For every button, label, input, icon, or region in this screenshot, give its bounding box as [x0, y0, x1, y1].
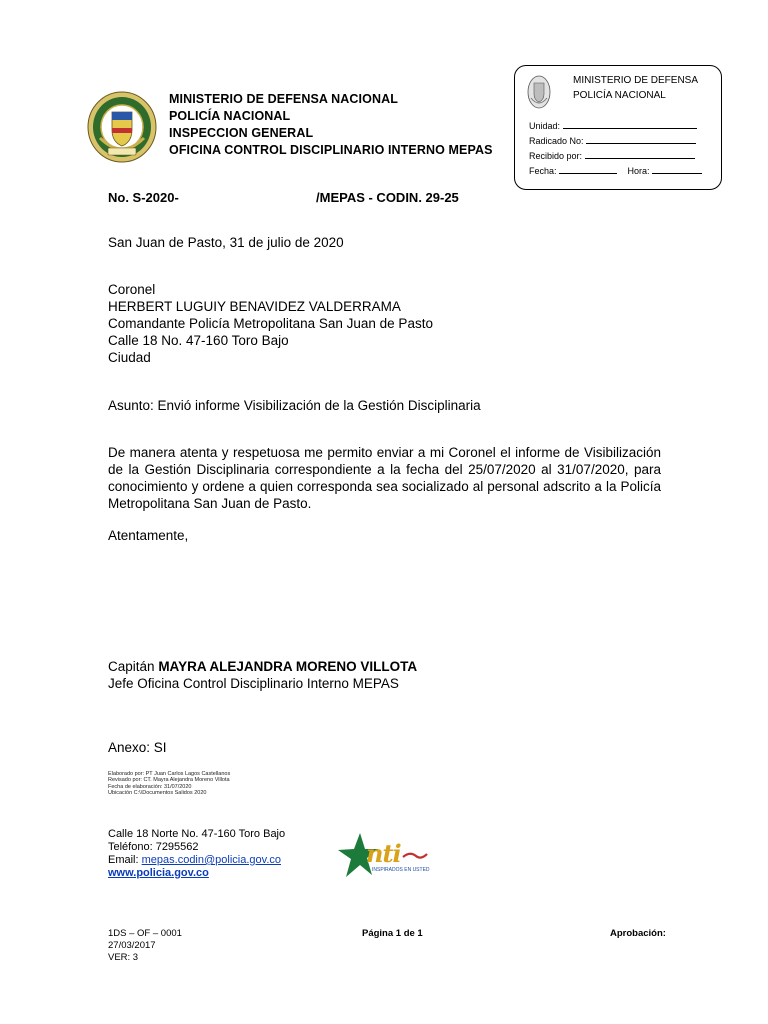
prepared-by-block — [108, 771, 358, 797]
annex: Anexo: SI — [108, 740, 167, 755]
letter-date: San Juan de Pasto, 31 de julio de 2020 — [108, 235, 344, 250]
header-block — [169, 91, 509, 159]
letter-subject: Asunto: Envió informe Visibilización de la Gestión Disciplinaria — [108, 398, 481, 413]
police-emblem-icon — [86, 90, 158, 166]
stamp-radicado-line — [586, 134, 696, 144]
header-line-office: OFICINA CONTROL DISCIPLINARIO INTERNO MEPAS — [169, 143, 493, 157]
stamp-recibido-line — [585, 149, 695, 159]
location-line: Ubicación C:\\Documentos Salidos 2020 — [108, 790, 207, 797]
recipient-name: HERBERT LUGUIY BENAVIDEZ VALDERRAMA — [108, 299, 401, 314]
reviewed-line: Revisado por: CT. Mayra Alejandra Moreno Villota — [108, 777, 230, 784]
contact-block — [108, 828, 368, 880]
prepared-date-line: Fecha de elaboración: 31/07/2020 — [108, 783, 192, 790]
recipient-rank: Coronel — [108, 282, 156, 297]
signature-position: Jefe Oficina Control Disciplinario Interno MEPAS — [108, 676, 399, 691]
document-date: 27/03/2017 — [108, 940, 156, 951]
recipient-title: Comandante Policía Metropolitana San Juan de Pasto — [108, 316, 433, 331]
stamp-unidad-label: Unidad: — [529, 121, 561, 131]
stamp-title-police: POLICÍA NACIONAL — [573, 90, 666, 101]
contact-phone: Teléfono: 7295562 — [108, 841, 199, 853]
signature-name: MAYRA ALEJANDRA MORENO VILLOTA — [158, 659, 418, 674]
contact-address: Calle 18 Norte No. 47-160 Toro Bajo — [108, 828, 286, 840]
header-line-inspection: INSPECCION GENERAL — [169, 126, 314, 140]
stamp-unidad-line — [563, 119, 697, 129]
prepared-line: Elaborado por: PT Juan Carlos Lagos Castellanos — [108, 771, 231, 777]
approval-label: Aprobación: — [610, 928, 666, 939]
header-line-ministry: MINISTERIO DE DEFENSA NACIONAL — [169, 92, 398, 106]
signature-rank: Capitán — [108, 659, 155, 674]
page-number: Página 1 de 1 — [362, 928, 423, 939]
logo-swoosh-icon — [402, 851, 428, 861]
logo-tagline: INSPIRADOS EN USTED — [372, 867, 430, 873]
header-line-police: POLICÍA NACIONAL — [169, 109, 291, 123]
reference-code: /MEPAS - CODIN. 29-25 — [316, 190, 459, 205]
stamp-title-ministry: MINISTERIO DE DEFENSA — [573, 75, 699, 86]
recipient-city: Ciudad — [108, 350, 151, 365]
stamp-hora-line — [652, 164, 702, 174]
reference-number: No. S-2020- — [108, 190, 179, 205]
website-link[interactable]: www.policia.gov.co — [108, 867, 209, 879]
stamp-emblem-icon — [527, 74, 551, 110]
reception-stamp — [514, 65, 722, 190]
stamp-hora-label: Hora: — [627, 166, 650, 176]
letter-closing: Atentamente, — [108, 528, 189, 543]
stamp-fecha-line — [559, 164, 617, 174]
contact-email-label: Email: — [108, 854, 139, 866]
stamp-radicado-label: Radicado No: — [529, 136, 584, 146]
recipient-address: Calle 18 No. 47-160 Toro Bajo — [108, 333, 289, 348]
stamp-recibido-label: Recibido por: — [529, 151, 583, 161]
inspirados-logo — [336, 831, 432, 881]
logo-wordmark: nti — [366, 839, 401, 868]
document-version: VER: 3 — [108, 952, 139, 963]
document-code-block — [108, 928, 182, 964]
signature-block — [108, 658, 508, 692]
recipient-block — [108, 281, 528, 366]
document-code: 1DS – OF – 0001 — [108, 928, 182, 939]
letter-body: De manera atenta y respetuosa me permito enviar a mi Coronel el informe de Visibilización de la Gestión Disciplinaria correspondiente a la fecha del 25/07/2020 al 31/07/2020, para conocimiento y ordene a quien corresponda sea socializado al personal adscrito a la Policía Metropolitana San Juan de Pasto. — [108, 445, 661, 511]
stamp-fecha-label: Fecha: — [529, 166, 557, 176]
contact-email-link[interactable]: mepas.codin@policia.gov.co — [141, 854, 281, 866]
